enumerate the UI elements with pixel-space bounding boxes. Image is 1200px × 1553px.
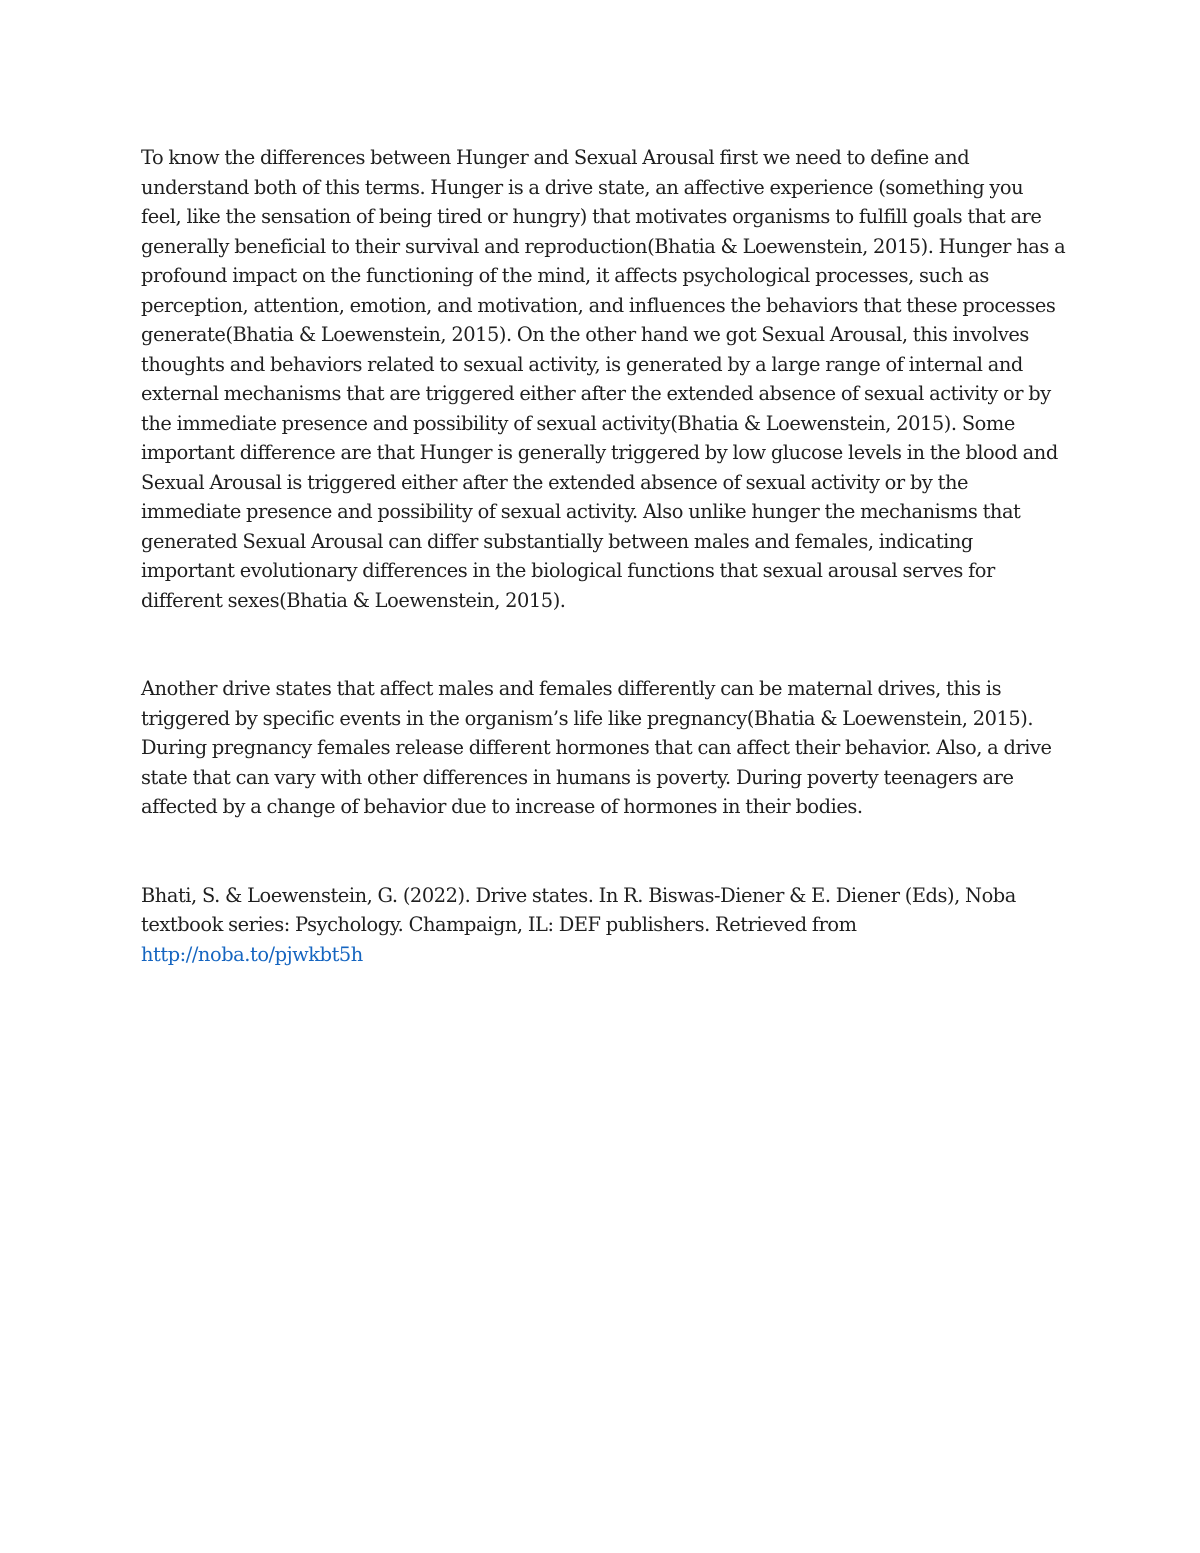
reference-link[interactable]: http://noba.to/pjwkbt5h bbox=[141, 942, 363, 966]
document-body bbox=[141, 143, 1066, 969]
reference-citation bbox=[141, 881, 1066, 970]
reference-text: Bhati, S. & Loewenstein, G. (2022). Drive states. In R. Biswas-Diener & E. Diener (Eds), Noba textbook series: Psychology. Champaign, IL: DEF publishers. Retrieved from bbox=[141, 883, 1016, 936]
body-paragraph-hunger-sexual-arousal: To know the differences between Hunger and Sexual Arousal first we need to define and understand both of this terms. Hunger is a drive state, an affective experience (something you feel, like the sensation of being tired or hungry) that motivates organisms to fulfill goals that are generally beneficial to their survival and reproduction(Bhatia & Loewenstein, 2015). Hunger has a profound impact on the functioning of the mind, it affects psychological processes, such as perception, attention, emotion, and motivation, and influences the behaviors that these processes generate(Bhatia & Loewenstein, 2015). On the other hand we got Sexual Arousal, this involves thoughts and behaviors related to sexual activity, is generated by a large range of internal and external mechanisms that are triggered either after the extended absence of sexual activity or by the immediate presence and possibility of sexual activity(Bhatia & Loewenstein, 2015). Some important difference are that Hunger is generally triggered by low glucose levels in the blood and Sexual Arousal is triggered either after the extended absence of sexual activity or by the immediate presence and possibility of sexual activity. Also unlike hunger the mechanisms that generated Sexual Arousal can differ substantially between males and females, indicating important evolutionary differences in the biological functions that sexual arousal serves for different sexes(Bhatia & Loewenstein, 2015). bbox=[141, 146, 1066, 612]
body-paragraph-maternal-drives: Another drive states that affect males and females differently can be maternal drives, this is triggered by specific events in the organism’s life like pregnancy(Bhatia & Loewenstein, 2015). During pregnancy females release different hormones that can affect their behavior. Also, a drive state that can vary with other differences in humans is poverty. During poverty teenagers are affected by a change of behavior due to increase of hormones in their bodies. bbox=[141, 677, 1052, 818]
